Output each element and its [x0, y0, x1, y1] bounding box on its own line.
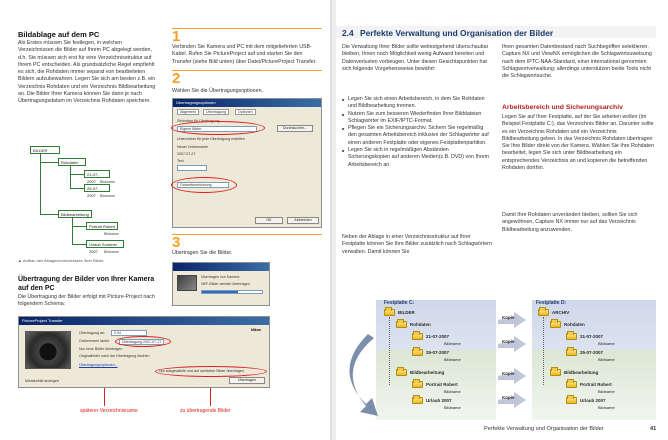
- folder-icon: [412, 381, 423, 388]
- label-target-folder: Zielordner für Übertragung: [177, 119, 220, 123]
- footer-running-head: Perfekte Verwaltung und Organisation der Bilder: [484, 426, 604, 432]
- left-root-folder: BILDER: [384, 308, 415, 317]
- label-new-folder: Neuer Ordnername: [177, 145, 208, 149]
- chapter-title: Perfekte Verwaltung und Organisation der Bilder: [360, 28, 554, 38]
- left-drive-title: Festplatte C:: [384, 300, 415, 306]
- transfer-button[interactable]: Übertragen: [229, 377, 265, 384]
- highlight-selected: [155, 366, 267, 377]
- bullet-3: ■ Pflegen Sie ein Sicherungsarchiv. Sichern Sie regelmäßig den gesamten Arbeitsbereich inklusive der Schlagwörter auf einen anderen Festplatte oder eigenes Festplattenpartition.: [342, 125, 492, 147]
- right-drive-title: Festplatte D:: [536, 300, 567, 306]
- tree-portrait: Portrait Robert: [86, 222, 118, 230]
- tab-uebertragung[interactable]: Übertragung: [203, 109, 229, 115]
- tree-caption: ▲ Aufbau des Ablageverzeichnisses Ihrer Bilder.: [18, 258, 105, 263]
- col2-outro: Damit Ihre Rohdaten unverändert bleiben, sollten Sie sich angewöhnen, Capture NX immer nur auf das Verzeichnis Bildbearbeitung anzuwenden.: [502, 212, 638, 233]
- bullet-2: ■ Nutzen Sie zum besseren Wiederfinden Ihrer Bilddateien Schlagwörter im EXIF/IPTC-Format.: [342, 111, 492, 126]
- para-uebertragung: Die Übertragung der Bilder erfolgt mit Picture-Project nach folgendem Schema:: [18, 294, 155, 308]
- left-rohdaten: Rohdaten: [396, 320, 431, 329]
- option-delete[interactable]: Originalbilder nach der Übertragung löschen: [79, 354, 150, 358]
- bullet-1: ■ Legen Sie sich einen Arbeitsbereich, in dem Sie Rohdaten und Bildbearbeitung trennen.: [342, 96, 492, 111]
- folder-icon: [384, 309, 395, 316]
- transfer-progress-dialog: [172, 262, 270, 306]
- progress-label-2: NEF-Bilder werden übertragen: [201, 282, 250, 286]
- step-1-text: Verbinden Sie Kamera und PC mit dem mitgelieferten USB-Kabel. Rufen Sie PictureProject auf und starten Sie den Transfer (siehe Bild unten) über Datei/PictureProject Transfer.: [172, 44, 317, 65]
- step-3-text: Übertragen Sie die Bilder.: [172, 250, 233, 256]
- tree-leaf-3: Bildname: [104, 232, 119, 236]
- left-bildname-1: Bildname: [444, 341, 461, 346]
- folder-input[interactable]: Eigene Bilder: [177, 126, 257, 132]
- nikon-brand: Nikon: [251, 328, 261, 332]
- chapter-number: 2.4: [342, 28, 354, 38]
- tree-leaf-4: Bildname: [104, 250, 119, 254]
- folder-icon: [396, 369, 407, 376]
- highlight-foldername: [115, 336, 171, 347]
- right-bildname-4: Bildname: [598, 405, 615, 410]
- para-bildablage: Als Erstes müssen Sie festlegen, in welchen Verzeichnissen die Bilder auf Ihrem PC abgelegt werden, d.h. Sie müssen sich erst für eine Verzeichnisstruktur auf Ihrem PC entscheiden. Als grundsätzliche Regel empfiehlt es sich, die Rohdaten immer separat von bearbeiteten Bildern aufzubewahren. Legen Sie sich am besten z.B. ein Verzeichnis Rohdaten und ein Verzeichnis Bildbearbeitung an. Die Bilder Ihrer Kamera können Sie dann je nach Übertragungsdatum im Verzeichnis Rohdaten speichern.: [18, 40, 156, 105]
- dialog-title: Übertragungsoptionen: [173, 99, 321, 107]
- folder-icon: [412, 349, 423, 356]
- label-folder-name: späterer Verzeichnisname: [80, 408, 138, 414]
- left-date-1: 21-07-2007: [412, 332, 449, 341]
- tab-optionen[interactable]: Optionen: [235, 109, 256, 115]
- pictureproject-transfer-window: [18, 316, 270, 388]
- label-images-to-transfer: zu übertragende Bilder: [180, 408, 231, 414]
- col2-intro: Ihren gesamten Datenbestand nach Suchbegriffen selektieren. Capture NX und ViewNX ermöglichen die Schlagwortzuweisung nach dem IPTC-NAA-Standard, einer international genormten Schlagwortverwaltung; allerdings unterstützen beide Tools nicht die Schlagwortsuche.: [502, 44, 652, 80]
- label-subfolder: Unterordner für jede Übertragung erstellen: [177, 137, 245, 141]
- left-date-2: 25-07-2007: [412, 348, 449, 357]
- folder-icon: [412, 333, 423, 340]
- link-transfer-options[interactable]: Übertragungsoptionen...: [79, 363, 118, 367]
- folder-icon: [538, 309, 549, 316]
- option-foldername[interactable]: Ordnername lautet: [79, 339, 109, 343]
- right-bildname-2: Bildname: [598, 357, 615, 362]
- left-bildbearbeitung: Bildbearbeitung: [396, 368, 444, 377]
- label-transfer-to: Übertragung an:: [79, 331, 105, 335]
- folder-icon: [566, 349, 577, 356]
- folder-icon: [550, 321, 561, 328]
- transfer-options-dialog: [172, 98, 322, 228]
- tree-bildbearbeitung: Bildbearbeitung: [58, 210, 92, 218]
- step-1-number: 1: [172, 28, 181, 45]
- left-bildname-3: Bildname: [444, 389, 461, 394]
- folder-icon: [396, 321, 407, 328]
- step-2-number: 2: [172, 70, 181, 87]
- tree-urlaub: Urlaub Sommer 2007: [86, 240, 124, 248]
- tree-leaf-1: Bildname: [100, 180, 115, 184]
- page-number: 41: [650, 426, 657, 432]
- copy-label-3: Kopie: [502, 371, 515, 376]
- right-date-1: 21-07-2007: [566, 332, 603, 341]
- type-select[interactable]: Ordnerbezeichnung: [177, 182, 229, 188]
- step-2-text: Wählen Sie die Übertragungsoptionen.: [172, 88, 263, 94]
- left-portrait: Portrait Robert: [412, 380, 458, 389]
- right-bildname-1: Bildname: [598, 341, 615, 346]
- col2-body: Legen Sie auf Ihrer Festplatte, auf der Sie arbeiten wollen (im Beispiel Festplatte C:), das Verzeichnis Bilder an. Darunter sollte es ein Verzeichnis Rohdaten und ein Verzeichnis Bildbearbeitung geben. In das Verzeichnis Rohdaten übertragen Sie Ihre Bilder direkt von der Kamera. Wählen Sie Ihre Rohdaten bearbeitet, legen Sie sich unter Bildbearbeitung ein entsprechendes Verzeichnis an und kopieren die betreffenden Rohdaten dorthin.: [502, 114, 654, 172]
- highlight-type: [171, 177, 237, 193]
- camera-image: [25, 331, 71, 369]
- camera-thumbnail: [177, 275, 197, 291]
- copy-label-4: Kopie: [502, 395, 515, 400]
- tree-rohdaten: Rohdaten: [58, 158, 86, 166]
- highlight-folder: [171, 121, 265, 135]
- heading-bildablage: Bildablage auf dem PC: [18, 30, 100, 39]
- folder-icon: [566, 381, 577, 388]
- right-portrait: Portrait Robert: [566, 380, 612, 389]
- thumbs-toggle[interactable]: Miniaturbild anzeigen: [25, 379, 59, 383]
- copy-label-1: Kopie: [502, 315, 515, 320]
- left-bildname-2: Bildname: [444, 357, 461, 362]
- right-bildbearbeitung: Bildbearbeitung: [550, 368, 598, 377]
- option-new-only[interactable]: Nur neue Bilder übertragen: [79, 347, 123, 351]
- transfer-to-select[interactable]: 2.04: [111, 330, 147, 336]
- foldername-value[interactable]: Übertragung 2007-07-27: [119, 339, 164, 345]
- transfer-window-title: PictureProject Transfer: [19, 317, 269, 325]
- tree-date2: 25-07-2007: [84, 184, 110, 192]
- progress-bar: [201, 290, 263, 294]
- right-bildname-3: Bildname: [598, 389, 615, 394]
- right-rohdaten: Rohdaten: [550, 320, 585, 329]
- step-3-number: 3: [172, 234, 181, 251]
- folder-icon: [566, 397, 577, 404]
- date-value: 2007-07-27: [177, 152, 196, 156]
- tab-allgemein[interactable]: Allgemein: [177, 109, 199, 115]
- browse-button[interactable]: Durchsuchen...: [277, 125, 313, 132]
- label-text: Text: [177, 159, 184, 163]
- tree-leaf-2: Bildname: [100, 194, 115, 198]
- col1-bullets: [342, 96, 492, 169]
- heading-uebertragung: Übertragung der Bilder von Ihrer Kamera auf den PC: [18, 276, 155, 292]
- col1-outro: Neben der Ablage in einer Verzeichnisstruktur auf Ihrer Festplatte können Sie Ihre Bilder zusätzlich nach Schlagwörtern verwalten. Damit können Sie: [342, 234, 492, 255]
- progress-label-1: Übertragen von Kamera: [201, 275, 240, 279]
- tree-root: BILDER: [30, 146, 60, 154]
- right-root-folder: ARCHIV: [538, 308, 569, 317]
- tree-date1: 21-07-2007: [84, 170, 110, 178]
- left-bildname-4: Bildname: [444, 405, 461, 410]
- bullet-4: ■ Legen Sie sich in regelmäßigen Abständen Sicherungskopien auf anderen Medien(z.B. DVD) von Ihrem Arbeitsbereich an.: [342, 147, 492, 169]
- col2-heading: Arbeitsbereich und Sicherungsarchiv: [502, 104, 623, 111]
- col1-intro: Die Verwaltung Ihrer Bilder sollte weitestgehend überschaubar bleiben, Ihnen noch Möglichkeit wenig Aufwand bereiten und Datenverlusten vorbeugen. Unter diesen Gesichtspunkten hat sich folgende Vorgehensweise bewährt:: [342, 44, 489, 72]
- cancel-button[interactable]: Abbrechen: [287, 217, 319, 224]
- folder-icon: [550, 369, 561, 376]
- folder-icon: [412, 397, 423, 404]
- text-select[interactable]: [177, 165, 207, 171]
- ok-button[interactable]: OK: [255, 217, 283, 224]
- left-page: [0, 0, 332, 440]
- right-date-2: 25-07-2007: [566, 348, 603, 357]
- folder-icon: [566, 333, 577, 340]
- right-urlaub: Urlaub 2007: [566, 396, 606, 405]
- tag-line: Nur ausgewählte und auf schützten Bilder übertragen: [159, 369, 244, 373]
- archive-diagram: [336, 300, 656, 420]
- copy-label-2: Kopie: [502, 339, 515, 344]
- left-urlaub: Urlaub 2007: [412, 396, 452, 405]
